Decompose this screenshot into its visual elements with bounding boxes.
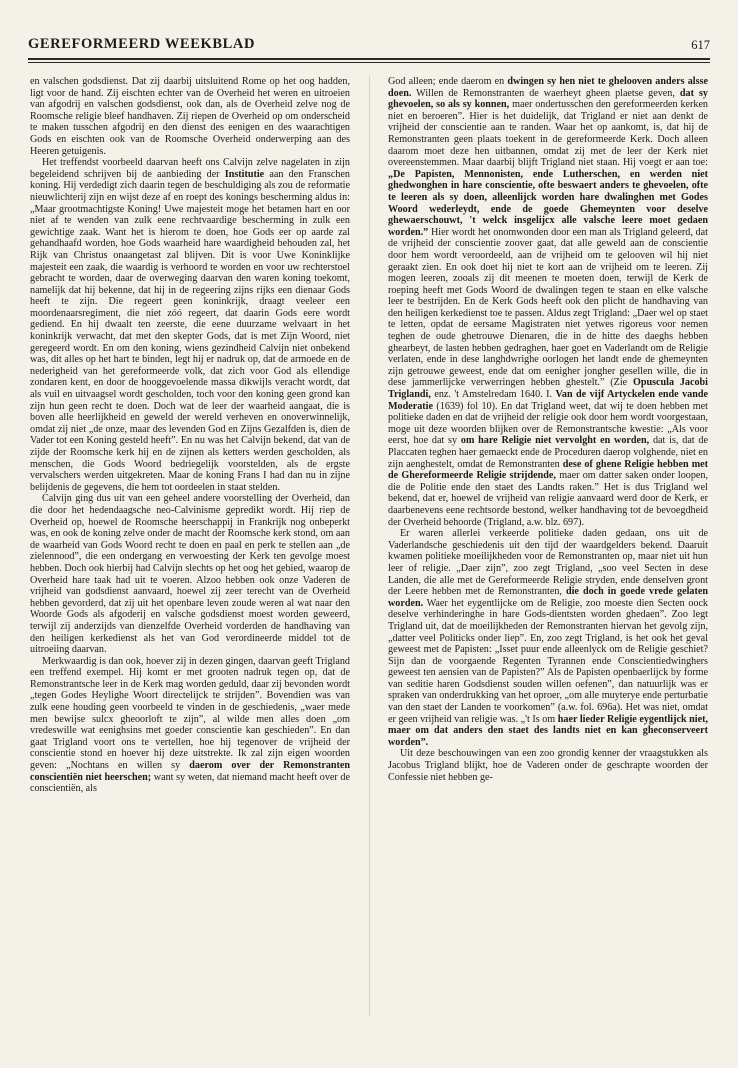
paragraph [30,157,350,493]
bold-text-run: die doch in goede vrede gelaten worden. [388,586,708,609]
text-run: Uit deze beschouwingen van een zoo grondig kenner der vraagstukken als Jacobus Trigland blijkt, hoe de Vaderen onder de geschrapte woorden der Confessie niet hebben ge- [388,748,708,783]
publication-title: GEREFORMEERD WEEKBLAD [28,36,256,52]
text-run: Calvijn ging dus uit van een geheel andere voorstelling der Overheid, dan die door het hedendaagsche neo-Calvinisme gepredikt wordt. Hij riep de Overheid op, hoewel de Roomsche heerschappij in Frankrijk nog onbeperkt was, en ook de koning zelve onder de macht der Roomsche kerk stond, om aan de waarheid van Gods Woord recht te doen en paal en perk te stellen aan „de zielennood”, die een ondergang en verwoesting der Kerk ten gevolge moest hebben. Doch ook hierbij had Calvijn slechts op het oog het gebied, waarop de Overheid hare taak had uit te voeren. Alzoo hebben ook onze Vaderen de vrijheid van godsdienst aanvaard, hoewel zij zeer terecht van de Overheid hebben gevorderd, dat zij uit het openbare leven zoude weren al wat naar den Woorde Gods als afgoderij en valsche godsdienst moest worden geweerd, terwijl zij anderzijds van dienzelfde Overheid vorderden de handhaving van den heiligen kerkedienst als het van God verordineerde middel tot de uitroeiing daarvan. [30,493,350,656]
paragraph [30,493,350,655]
header-rule-thick [28,58,710,60]
text-run: (1639) fol 10). En dat Trigland weet, dat wij te doen hebben met politieke daden en dat de vrijheid der religie ook door hem wordt voorgestaan, moge uit deze woorden blijken over de Remonstrantsche kwestie: „Als voor eerst, hoe dat sy [388,400,708,447]
bold-text-run: dese of ghene Religie hebben met de Ghereformeerde Religie strijdende, [388,458,708,482]
paragraph [388,528,708,748]
text-run: maer ondertusschen den gereformeerden kerken niet en beroeren”. Hier is het duidelijk, dat Trigland er niet aan denkt de vrijheid der conscientie aan te randen. Waar het op aankomt, is, dat hij de Remonstranten geen plaats toekent in de gereformeerde Kerk. Doch alleen daarom moet deze hen uitbannen, omdat zij met de leer der Kerk niet overeenstemmen. Maar daarbij blijft Trigland niet staan. Hij voegt er aan toe: [388,99,708,169]
paragraph [388,748,708,783]
text-run: Merkwaardig is dan ook, hoever zij in dezen gingen, daarvan geeft Trigland een treffend exempel. Hij komt er met grooten nadruk tegen op, dat de Remonstrantsche leer in de Kerk mag worden geduld, daar zij bevonden wordt „tegen Godes Heylighe Woort directelijck te strijden”. Bovendien was van zulk eene houding geen voorbeeld te vinden in de geschiedenis, „waer mede men bewijse sulcx gheoorloft te zijn”, al wilde men alles doen „om vredeswille wat eenighsins met goeder conscientie kan geschieden”. En dan gaat Trigland voort ons te vertellen, hoe hij tegenover de vrijheid der conscientie stond en hoever hij deze uitstrekte. Ik zal zijn eigen woorden geven: „Nochtans en willen sy [30,655,350,772]
text-run: aan den Franschen koning. Hij verdedigt zich daarin tegen de beschuldiging als zou de reformatie nieuwlichterij zijn en wijst deze af en roept des konings bescherming aldus in: „Maar grootmachtigste Koning! Uwe majesteit moge het betamen hart en oor niet af te wenden van zulk eene rechtvaardige bescherming in zulk een gewichtige zaak. Want het is hierom te doen, hoe Gods eer op aarde zal gehandhaafd worden, hoe Gods waarheid hare waardigheid behouden zal, het Rijk van Christus onaangetast zal blijven. Dit is voor Uwe Koninklijke majesteit een zaak, die waardig is verhoord te worden en voor uw rechterstoel gebracht te worden, daar de overweging daarvan den waren koning toekomt, namelijk dat hij bekenne, dat hij in de regeering zijns rijks een dienaar Gods heeft te zijn. Die regeert geen koninkrijk, draagt veeleer een moordenaarsregiment, die niet zóó regeert, dat daarin Gods eere wordt gediend. En hij dwaalt ten zeerste, die eene duurzame welvaart in het koninkrijk verwacht, dat met den skepter Gods, dat is met Zijn Woord, niet geregeerd wordt. En om den koning, wiens gezindheid Calvijn niet onbekend was, dit alles op het hart te binden, legt hij er nadruk op, dat de armoede en de nederigheid van het gereformeerde volk, dat zich voor God als ellendige zondaren kent, en door de hooggevoelende massa dikwijls veracht wordt, dat als vuil en uitvaagsel wordt gescholden, toch voor den koning geen grond kan zijn hun geen recht te doen. Doch wat de leer der waarheid aangaat, die is boven alle heerlijkheid en geweld der wereld verheven en onoverwinnelijk, omdat zij niet „de onze, maar des levenden God en Zijns Gezalfden is, dien de Vader tot een Koning gesteld heeft”. En nu was het Calvijn bekend, dat van de zijde der Roomsche kerk hij en de zijnen als ketters werden gescholden, als menschen, die Gods Woord bedriegelijk voorstelden, als de ergste vervalschers werden uitgekreten. Maar de koning Frans I had dan nu in zijne belijdenis de gegevens, die hem tot oordeelen in staat stelden. [30,168,350,493]
header-rule-thin [28,62,710,63]
bold-text-run: dwingen sy hen niet te ghelooven anders alsse doen. [388,76,708,99]
text-run: Waer het eygentlijcke om de Religie, zoo moeste dien Secten oock deselve verhinderinghe in hare Gods-dientsten worden ghedaen”. Zoo legt Trigland uit, dat de moeilijkheden der Remonstranten hiervan het gevolg zijn, „datter veel Politicks onder liep”. En, zoo zegt Trigland, is het ook het geval geweest met de Papisten: „Isset puur ende alleenlyck om de Religie geschiet? Sijn dan de voorgaende Regenten Tyrannen ende Conscientiedwinghers geweest ten aensien van de Papisten?” Als de Papisten openbaerlijck by forme van seditie haren Godsdienst souden willen oefenen”, dan natuurlijk was er spraken van onderdrukking van het oproer, „om alle muyterye ende perturbatie van den staet der Landen te voorkomen” (a.w. fol. 696a). Het was niet, omdat er geen vrijheid van religie was. „'t Is om [388,597,708,725]
bold-text-run: Institutie [224,168,265,180]
bold-text-run: haer lieder Religie eygentlijck niet, maer om dat anders den staet des landts niet en kan gheconserveert worden”. [388,713,708,748]
text-run: maer om datter saken onder loopen, die de Politie ende den staet des Landts raken.” Het is dus Trigland wel bekend, dat er, hoewel de vrijheid van religie aanvaard werd door de Kerk, er daarbenevens eene rechtsorde bestond, welker handhaving tot de bevoegdheid der Overheid behoorde (Trigland, a.w. blz. 697). [388,470,708,528]
page-number: 617 [691,38,710,52]
bold-text-run: om hare Religie niet vervolght en worden, [460,435,650,447]
bold-text-run: dat sy ghevoelen, so als sy konnen, [388,87,708,111]
paragraph [30,76,350,157]
text-run: enz. 't Amstelredam 1640. I. [430,389,556,401]
bold-text-run: daerom over der Remonstranten conscientiën niet heerschen; [30,760,350,783]
left-column [30,76,350,1016]
bold-text-run: „De Papisten, Mennonisten, ende Lutherschen, en werden niet ghedwonghen in hare conscientie, ofte beswaert anders te ghevoelen, ofte te leeren als sy doen, alleenlijck worden hare dwalinghen met Godes Woord wederleydt, ende de goede Ghemeynten voor deselve ghewaerschouwt, 't welck insgelijcx alle valsche leere moet gedaen worden.” [388,168,708,238]
paragraph [388,76,708,528]
text-run: en valschen godsdienst. Dat zij daarbij uitsluitend Rome op het oog hadden, ligt voor de hand. Zij eischten echter van de Overheid het weren en uitroeien van afgodrij en valschen godsdienst, ook dan, als de Overheid zelve nog de Roomsche religie bleef handhaven. Zij riepen de Overheid op om onderscheid te maken tusschen afgodrij en den dienst des eenigen en des waarachtigen Gods en eischten ook van de Roomsche Overheid onderwerping aan des Heeren getuigenis. [30,76,350,157]
text-run: Het treffendst voorbeeld daarvan heeft ons Calvijn zelve nagelaten in zijn begeleidend schrijven bij de aanbieding der [30,157,350,180]
text-run: Willen de Remonstranten de waerheyt gheen plaetse geven, [411,87,680,99]
text-run: want sy weten, dat niemand macht heeft over de conscientiën, als [30,771,350,795]
text-run: dat is, dat de Placcaten teghen haer gemaeckt ende de Proceduren daerop volghende, niet en zijn aenghestelt, omdat de Remonstranten [388,435,708,470]
text-run: Er waren allerlei verkeerde politieke daden gedaan, ons uit de Vaderlandsche geschiedenis uit den tijd der waardgelders bekend. Daaruit kwamen politieke moeilijkheden voor de Remonstranten op, maar niet uit hun leer of religie. „Daer zijn”, zoo zegt Trigland, „soo veel Secten in dese Landen, die alle met de Gereformeerde Religie stryden, ende denselven gront der Leere hebben met de Remonstranten, [388,528,708,598]
column-divider [369,76,370,1016]
text-run: Hier wordt het onomwonden door een man als Trigland geleerd, dat de vrijheid der conscientie zoover gaat, dat alle geweld aan de conscientie door hem wordt veroordeeld, aan de vrijheid om te gelooven wil hij niet geraakt zien. En ook doet hij niet te kort aan de vrijheid om te leeren. Zij mogen leeren, zooals zij dit meenen te moeten doen, terwijl de Kerk de roeping heeft met Gods Woord de dwalingen tegen te staan en elke valsche leer te bestrijden. En de Kerk Gods heeft ook den plicht de handhaving van den heiligen kerkedienst toe te passen. Aldus zegt Trigland: „Daer wel op staet te letten, opdat de eersame Magistraten niet yetwes rigoreus voor nemen teghen de oude ghetrouwe Dienaren, die in de hitte des daeghs hebben ghearbeyt, de lasten hebben gedraghen, haer goet en Vaderlandt om de Religie verlaten, ende in dese langhdwrighe oorlogen het landt ende de ghemeynten zijn getrouwe geweest, ende dat om eenigher jongher gesellen wille, die in dese jammerlijcke verwerringen hebben ghestelt.” (Zie [388,226,708,389]
right-column [388,76,708,1016]
bold-text-run: Van de vijf Artyckelen ende vande Moderatie [388,389,708,412]
text-run: God alleen; ende daerom en [388,76,508,87]
bold-text-run: Opuscula Jacobi Triglandi, [388,377,708,401]
masthead [28,34,710,56]
paragraph [30,656,350,795]
